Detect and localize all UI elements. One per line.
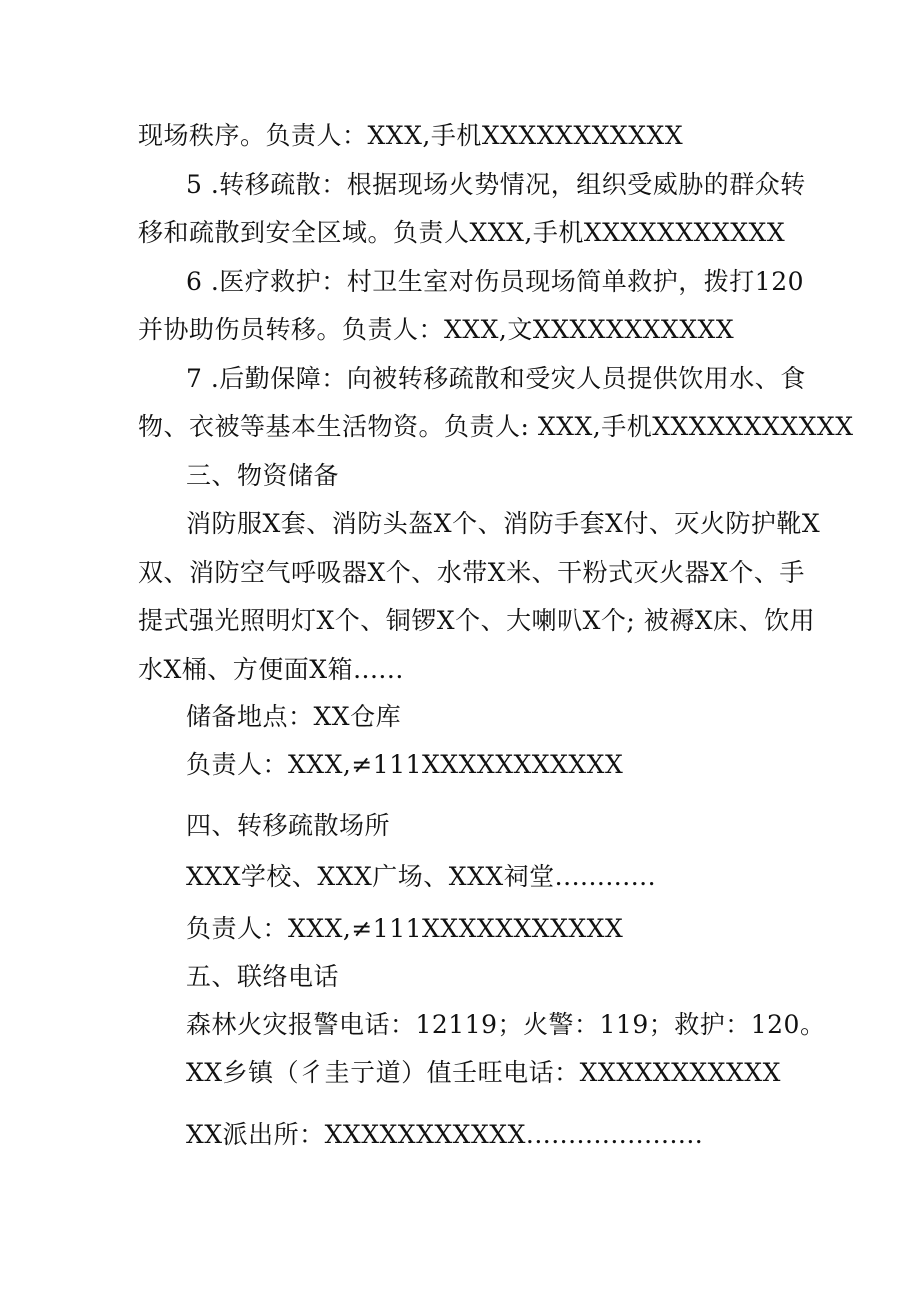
text-line-item-5-cont: 移和疏散到安全区域。负责人XXX,手机XXXXXXXXXXX xyxy=(138,218,786,247)
section-heading-evacuation: 四、转移疏散场所 xyxy=(186,811,391,840)
text-line-evacuation-sites: XXX学校、XXX广场、XXX祠堂............ xyxy=(186,862,657,891)
text-line-materials-2: 双、消防空气呼吸器X个、水带X米、干粉式灭火器X个、手 xyxy=(138,558,805,587)
text-line-police-station: XX派出所：XXXXXXXXXXX..................... xyxy=(186,1120,704,1149)
text-line-responsible-order: 现场秩序。负责人：XXX,手机XXXXXXXXXXX xyxy=(138,121,684,150)
text-line-materials-1: 消防服X套、消防头盔X个、消防手套X付、灭火防护靴X xyxy=(186,509,821,538)
text-line-item-5: 5 .转移疏散：根据现场火势情况，组织受威胁的群众转 xyxy=(186,170,806,199)
text-line-item-6-cont: 并协助伤员转移。负责人：XXX,文XXXXXXXXXXX xyxy=(138,315,735,344)
text-line-materials-4: 水X桶、方便面X箱...... xyxy=(138,655,404,684)
text-line-evacuation-responsible: 负责人：XXX,≠111XXXXXXXXXXX xyxy=(186,914,624,943)
text-line-item-6: 6 .医疗救护：村卫生室对伤员现场简单救护，拨打120 xyxy=(186,267,805,296)
section-heading-contacts: 五、联络电话 xyxy=(186,962,340,991)
text-line-township-duty: XX乡镇（彳圭亍道）值壬旺电话：XXXXXXXXXXX xyxy=(186,1058,781,1087)
text-line-item-7: 7 .后勤保障：向被转移疏散和受灾人员提供饮用水、食 xyxy=(186,364,806,393)
text-line-emergency-numbers: 森林火灾报警电话：12119；火警：119；救护：120。 xyxy=(186,1010,826,1039)
text-line-materials-3: 提式强光照明灯X个、铜锣X个、大喇叭X个; 被褥X床、饮用 xyxy=(138,606,816,635)
text-line-item-7-cont: 物、衣被等基本生活物资。负责人: XXX,手机XXXXXXXXXXX xyxy=(138,412,854,441)
text-line-storage-responsible: 负责人：XXX,≠111XXXXXXXXXXX xyxy=(186,750,624,779)
text-line-storage-location: 储备地点：XX仓库 xyxy=(186,702,402,731)
section-heading-materials: 三、物资储备 xyxy=(186,461,340,490)
